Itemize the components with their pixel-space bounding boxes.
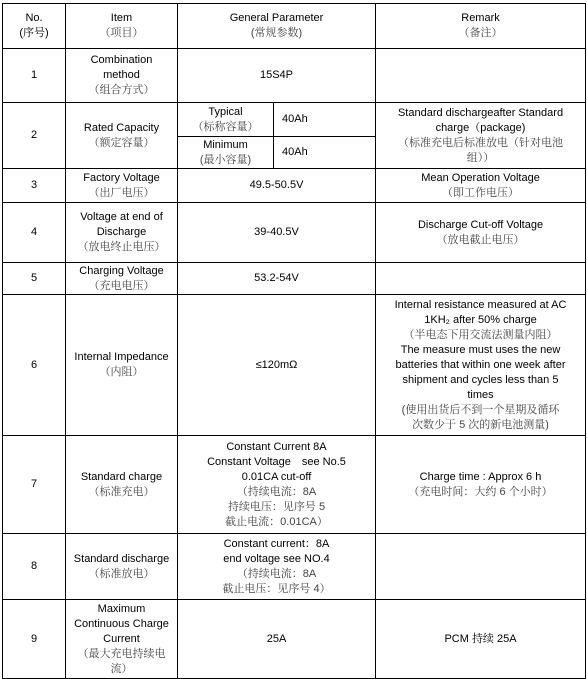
- minimum-value: 40Ah: [274, 137, 376, 169]
- header-remark: Remark （备注）: [376, 4, 586, 49]
- header-item: Item （项目）: [66, 4, 178, 49]
- row-item: Charging Voltage （充电电压）: [66, 263, 178, 295]
- row-remark: [376, 49, 586, 103]
- row-remark: Charge time : Approx 6 h （充电时间：大约 6 个小时）: [376, 436, 586, 534]
- spec-table: [2, 3, 586, 679]
- row-remark: [376, 263, 586, 295]
- header-no: No. (序号): [3, 4, 66, 49]
- row-remark: [376, 534, 586, 600]
- table-row: [3, 49, 586, 103]
- row-no: 6: [3, 295, 66, 436]
- row-item: Standard discharge （标准放电）: [66, 534, 178, 600]
- table-row: [3, 295, 586, 436]
- minimum-label: Minimum (最小容量): [178, 137, 274, 169]
- table-row: [3, 436, 586, 534]
- table-row: [3, 600, 586, 679]
- row-no: 3: [3, 169, 66, 203]
- typical-label: Typical （标称容量）: [178, 103, 274, 137]
- row-no: 1: [3, 49, 66, 103]
- row-no: 9: [3, 600, 66, 679]
- row-remark: Discharge Cut-off Voltage （放电截止电压）: [376, 203, 586, 263]
- table-row: [3, 203, 586, 263]
- row-remark: Standard dischargeafter Standard charge（package) （标准充电后标准放电（针对电池 组））: [376, 103, 586, 169]
- table-row: [3, 169, 586, 203]
- row-param: 25A: [178, 600, 376, 679]
- row-param: 49.5-50.5V: [178, 169, 376, 203]
- row-remark: Mean Operation Voltage （即工作电压）: [376, 169, 586, 203]
- row-remark: Internal resistance measured at AC 1KH₂ after 50% charge （半电态下用交流法测量内阻） The measure must uses the new batteries that within one week after shipment and cycles less than 5 times (使用出货后不到一个星期及循环 次数少于 5 次的新电池测量): [376, 295, 586, 436]
- row-param: 39-40.5V: [178, 203, 376, 263]
- table-row: [3, 534, 586, 600]
- row-remark: PCM 持续 25A: [376, 600, 586, 679]
- row-item: Combination method （组合方式）: [66, 49, 178, 103]
- header-row: [3, 4, 586, 49]
- row-item: Rated Capacity （额定容量）: [66, 103, 178, 169]
- row-item: Maximum Continuous Charge Current （最大充电持续电 流）: [66, 600, 178, 679]
- table-row: [3, 103, 586, 137]
- row-item: Internal Impedance （内阻）: [66, 295, 178, 436]
- row-param: 53.2-54V: [178, 263, 376, 295]
- row-param: 15S4P: [178, 49, 376, 103]
- row-no: 7: [3, 436, 66, 534]
- typical-value: 40Ah: [274, 103, 376, 137]
- row-no: 5: [3, 263, 66, 295]
- row-item: Factory Voltage （出厂电压）: [66, 169, 178, 203]
- row-item: Standard charge （标准充电）: [66, 436, 178, 534]
- row-no: 4: [3, 203, 66, 263]
- row-param: Constant Current 8A Constant Voltage see No.5 0.01CA cut-off （持续电流：8A 持续电压：见序号 5 截止电流：0.01CA）: [178, 436, 376, 534]
- row-no: 2: [3, 103, 66, 169]
- table-row: [3, 263, 586, 295]
- header-param: General Parameter (常规参数): [178, 4, 376, 49]
- row-param: Constant current：8A end voltage see NO.4 （持续电流：8A 截止电压：见序号 4）: [178, 534, 376, 600]
- row-param: ≤120mΩ: [178, 295, 376, 436]
- row-item: Voltage at end of Discharge （放电终止电压）: [66, 203, 178, 263]
- row-no: 8: [3, 534, 66, 600]
